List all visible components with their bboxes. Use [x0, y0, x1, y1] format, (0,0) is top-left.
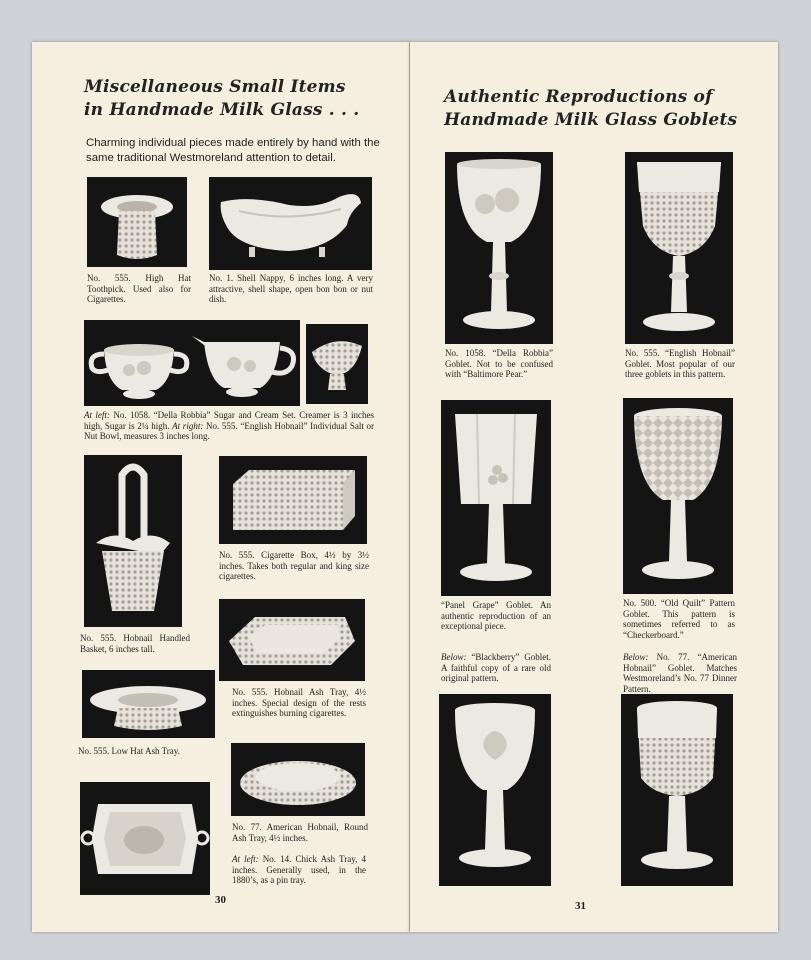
round-ash-tray-icon — [231, 743, 365, 816]
round-ash-tray-caption: No. 77. American Hobnail, Round Ash Tray, 4½ inches. — [232, 822, 368, 843]
basket-caption: No. 555. Hobnail Handled Basket, 6 inches tall. — [80, 633, 190, 654]
panel-grape-caption: “Panel Grape” Goblet. An authentic reproduction of an exceptional piece. — [441, 600, 551, 632]
salt-bowl-photo — [306, 324, 368, 404]
round-ash-tray-photo — [231, 743, 365, 816]
english-hobnail-goblet-photo — [625, 152, 733, 344]
panel-grape-goblet-photo — [441, 400, 551, 596]
chick-ash-tray-icon — [80, 782, 210, 895]
left-page — [32, 42, 410, 932]
hobnail-ash-tray-caption: No. 555. Hobnail Ash Tray, 4½ inches. Special design of the rests extinguishes burning cigarettes. — [232, 687, 366, 719]
goblet-icon — [439, 694, 551, 886]
old-quilt-goblet-photo — [623, 398, 733, 594]
low-hat-caption: No. 555. Low Hat Ash Tray. — [78, 746, 180, 756]
shell-nappy-icon — [209, 177, 372, 270]
sugar-lead: At left: — [84, 410, 110, 420]
hobnail-basket-icon — [84, 455, 182, 627]
right-title-line2: Handmade Milk Glass Goblets — [444, 110, 738, 130]
hobnail-ash-tray-photo — [219, 599, 365, 681]
american-lead: Below: — [623, 652, 649, 662]
american-text: No. 77. “American Hobnail” Goblet. Matches Westmoreland’s No. 77 Dinner Pattern. — [623, 652, 737, 694]
hobnail-ash-tray-icon — [219, 599, 365, 681]
american-hobnail-caption — [623, 652, 737, 694]
right-page-number: 31 — [575, 900, 586, 912]
goblet-icon — [625, 152, 733, 344]
high-hat-caption: No. 555. High Hat Toothpick. Used also for Cigarettes. — [87, 273, 191, 305]
sugar-bowl-icon — [91, 344, 187, 399]
basket-photo — [84, 455, 182, 627]
cigarette-box-photo — [219, 456, 367, 544]
shell-nappy-caption: No. 1. Shell Nappy, 6 inches long. A very attractive, shell shape, open bon bon or nut dish. — [209, 273, 373, 305]
old-quilt-caption: No. 500. “Old Quilt” Pattern Goblet. This pattern is sometimes referred to as “Checkerboard.” — [623, 598, 735, 640]
salt-lead: At right: — [172, 420, 204, 431]
della-robbia-goblet-photo — [445, 152, 553, 344]
sugar-text: No. 1058. “Della Robbia” Sugar and Cream Set. Creamer is 3 inches high, Sugar is 2¼ high. — [84, 410, 374, 431]
blackberry-goblet-photo — [439, 694, 551, 886]
american-hobnail-goblet-photo — [621, 694, 733, 886]
high-hat-toothpick-icon — [87, 177, 187, 267]
goblet-icon — [445, 152, 553, 344]
left-intro: Charming individual pieces made entirely by hand with the same traditional Westmoreland attention to detail. — [86, 137, 380, 164]
blackberry-lead: Below: — [441, 652, 467, 662]
creamer-icon — [192, 336, 294, 397]
chick-caption — [232, 854, 366, 886]
cigarette-box-caption: No. 555. Cigarette Box, 4½ by 3½ inches. Takes both regular and king size cigarettes. — [219, 550, 369, 582]
goblet-icon — [621, 694, 733, 886]
salt-text: No. 555. “English Hobnail” Individual Salt or Nut Bowl, measures 3 inches long. — [84, 420, 375, 442]
goblet-icon — [441, 400, 551, 596]
shell-nappy-photo — [209, 177, 372, 270]
right-title-line1: Authentic Reproductions of — [444, 87, 713, 107]
left-title-line2: in Handmade Milk Glass . . . — [84, 100, 360, 120]
right-page — [410, 42, 778, 932]
blackberry-caption — [441, 652, 551, 684]
della-robbia-caption: No. 1058. “Della Robbia” Goblet. Not to be confused with “Baltimore Pear.” — [445, 348, 553, 380]
left-page-number: 30 — [215, 894, 226, 906]
english-hobnail-caption: No. 555. “English Hobnail” Goblet. Most popular of our three goblets in this pattern. — [625, 348, 735, 380]
high-hat-photo — [87, 177, 187, 267]
sugar-cream-photo — [84, 320, 300, 406]
goblet-icon — [623, 398, 733, 594]
salt-bowl-icon — [306, 324, 368, 404]
low-hat-ash-tray-icon — [82, 670, 215, 738]
left-title-line1: Miscellaneous Small Items — [84, 77, 346, 97]
low-hat-photo — [82, 670, 215, 738]
chick-lead: At left: — [232, 854, 259, 864]
blackberry-text: “Blackberry” Goblet. A faithful copy of a rare old original pattern. — [441, 652, 551, 684]
chick-text: No. 14. Chick Ash Tray, 4 inches. Generally used, in the 1880’s, as a pin tray. — [232, 854, 366, 886]
cigarette-box-icon — [219, 456, 367, 544]
sugar-salt-caption — [84, 410, 374, 442]
chick-ash-tray-photo — [80, 782, 210, 895]
